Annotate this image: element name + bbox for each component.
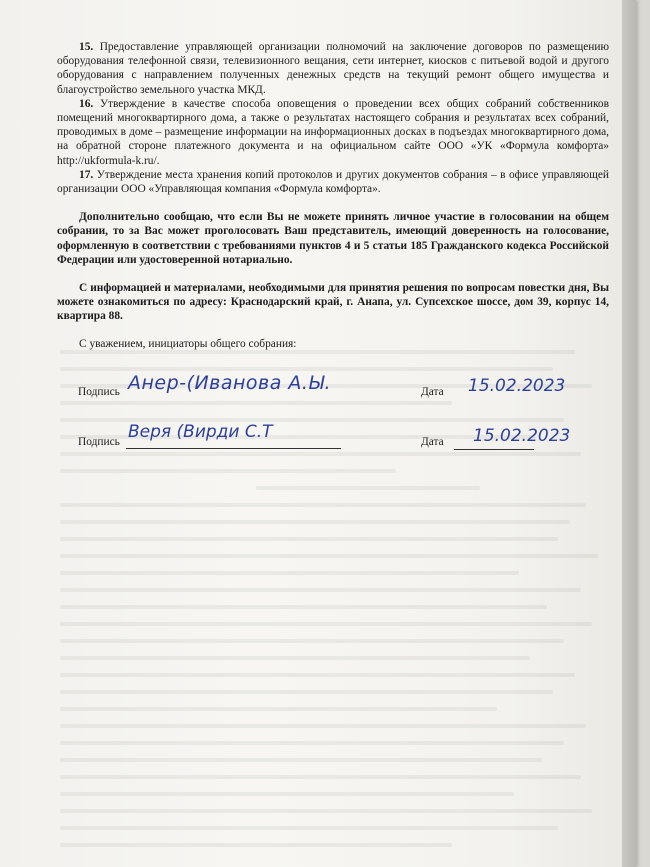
handwritten-signature: Анер-(Иванова А.Ы. — [128, 372, 332, 394]
agenda-item-15 — [57, 40, 609, 97]
signature-label: Подпись — [78, 436, 120, 448]
document-body — [57, 40, 609, 351]
signature-row-1 — [78, 370, 618, 404]
handwritten-date: 15.02.2023 — [473, 426, 571, 446]
item-text: Утверждение в качестве способа оповещения о проведении всех общих собраний собственников помещений многоквартирного дома, а также о результатах настоящего собрания и результатах всех собраний, проводимых в доме – размещение информации на информационных досках в подъездах многоквартирного дома, на обратной стороне платежного документа и на официальном сайте ООО «УК «Формула комфорта» http://ukformula-k.ru/. — [57, 97, 609, 167]
page-edge-shadow — [622, 0, 636, 867]
item-number: 17. — [79, 168, 94, 181]
handwritten-signature: Веря (Вирди С.Т — [128, 422, 273, 442]
regards-line: С уважением, инициаторы общего собрания: — [79, 337, 297, 350]
agenda-item-16 — [57, 97, 609, 168]
item-number: 16. — [79, 97, 94, 110]
materials-notice: С информацией и материалами, необходимыми для принятия решения по вопросам повестки дня, Вы можете ознакомиться по адресу: Краснодарский край, г. Анапа, ул. Супсехское шоссе, дом 39, корпус 14, квартира 88. — [57, 282, 609, 323]
proxy-notice: Дополнительно сообщаю, что если Вы не можете принять личное участие в голосовании на общем собрании, то за Вас может проголосовать Ваш представитель, имеющий доверенность на голосование, оформленную в соответствии с требованиями пунктов 4 и 5 статьи 185 Гражданского кодекса Российской Федерации или удостоверенной нотариально. — [57, 211, 609, 266]
item-text: Предоставление управляющей организации полномочий на заключение договоров по размещению оборудования телефонной связи, телевизионного вещания, сети интернет, киосков с питьевой водой и другого оборудования с направлением полученных денежных средств на текущий ремонт общего имущества и благоустройство земельного участка МКД. — [57, 41, 609, 96]
handwritten-date: 15.02.2023 — [468, 376, 566, 396]
signature-underline — [126, 448, 341, 449]
signature-row-2 — [78, 420, 618, 454]
item-text: Утверждение места хранения копий протоколов и других документов собрания – в офисе управляющей организации ООО «Управляющая компания «Формула комфорта». — [57, 168, 609, 196]
item-number: 15. — [79, 41, 94, 53]
date-label: Дата — [421, 436, 444, 448]
signature-label: Подпись — [78, 386, 120, 398]
date-underline — [454, 449, 534, 450]
date-label: Дата — [421, 386, 444, 398]
agenda-item-17 — [57, 168, 609, 196]
